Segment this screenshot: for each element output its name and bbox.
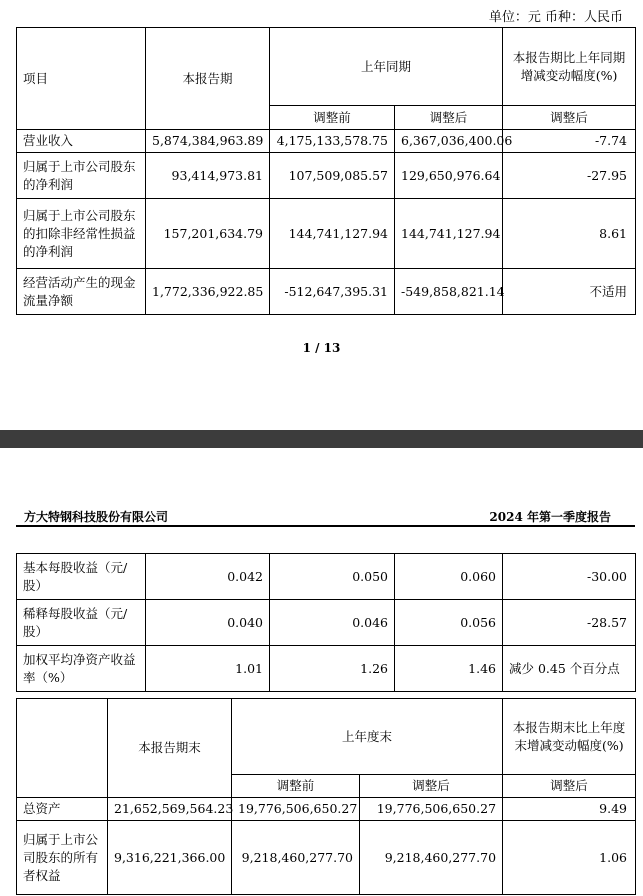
cell-after: 19,776,506,650.27 (360, 798, 503, 821)
cell-after: 129,650,976.64 (395, 153, 503, 199)
cell-current: 0.042 (146, 554, 270, 600)
cell-change: 8.61 (503, 199, 636, 269)
table-header-row (17, 699, 636, 775)
cell-change: 9.49 (503, 798, 636, 821)
financial-table-3 (16, 698, 636, 895)
cell-after: -549,858,821.14 (395, 269, 503, 315)
row-label: 总资产 (17, 798, 108, 821)
cell-before: 4,175,133,578.75 (270, 130, 395, 153)
cell-before: 0.046 (270, 600, 395, 646)
table-row (17, 130, 636, 153)
cell-change: -7.74 (503, 130, 636, 153)
header-change-pct: 本报告期比上年同期增减变动幅度(%) (503, 28, 636, 106)
cell-after: 0.060 (395, 554, 503, 600)
document-page-1 (0, 0, 643, 430)
cell-before: 9,218,460,277.70 (232, 821, 360, 895)
cell-change: -27.95 (503, 153, 636, 199)
table-row (17, 821, 636, 895)
table-header-row (17, 28, 636, 106)
cell-change: -30.00 (503, 554, 636, 600)
header-blank (17, 699, 108, 798)
cell-current: 0.040 (146, 600, 270, 646)
report-title: 2024 年第一季度报告 (489, 510, 611, 524)
row-label: 归属于上市公司股东的扣除非经常性损益的净利润 (17, 199, 146, 269)
cell-current: 1,772,336,922.85 (146, 269, 270, 315)
cell-after: 6,367,036,400.06 (395, 130, 503, 153)
header-prior-year-end: 上年度末 (232, 699, 503, 775)
cell-before: -512,647,395.31 (270, 269, 395, 315)
page-gap-bar (0, 430, 643, 448)
row-label: 加权平均净资产收益率（%） (17, 646, 146, 692)
cell-change: 不适用 (503, 269, 636, 315)
cell-change: 1.06 (503, 821, 636, 895)
row-label: 基本每股收益（元/股） (17, 554, 146, 600)
table-row (17, 554, 636, 600)
header-after-adjust: 调整后 (395, 106, 503, 130)
table-row (17, 600, 636, 646)
company-name: 方大特钢科技股份有限公司 (24, 510, 169, 524)
cell-current: 157,201,634.79 (146, 199, 270, 269)
table-row (17, 269, 636, 315)
row-label: 营业收入 (17, 130, 146, 153)
unit-currency-line: 单位：元 币种：人民币 (488, 10, 623, 25)
row-label: 经营活动产生的现金流量净额 (17, 269, 146, 315)
cell-before: 1.26 (270, 646, 395, 692)
table-row (17, 646, 636, 692)
cell-current: 9,316,221,366.00 (108, 821, 232, 895)
table-row (17, 798, 636, 821)
header-prior-period: 上年同期 (270, 28, 503, 106)
header-before-adjust: 调整前 (270, 106, 395, 130)
cell-before: 107,509,085.57 (270, 153, 395, 199)
cell-current: 21,652,569,564.23 (108, 798, 232, 821)
cell-before: 0.050 (270, 554, 395, 600)
header-item: 项目 (17, 28, 146, 130)
page-number: 1 / 13 (302, 341, 341, 355)
financial-table-2 (16, 553, 636, 692)
header-current-period: 本报告期 (146, 28, 270, 130)
cell-before: 144,741,127.94 (270, 199, 395, 269)
cell-after: 0.056 (395, 600, 503, 646)
cell-after: 1.46 (395, 646, 503, 692)
header-rule (16, 525, 635, 529)
cell-change: 减少 0.45 个百分点 (503, 646, 636, 692)
cell-before: 19,776,506,650.27 (232, 798, 360, 821)
cell-change: -28.57 (503, 600, 636, 646)
financial-table-1 (16, 27, 636, 315)
row-label: 归属于上市公司股东的所有者权益 (17, 821, 108, 895)
cell-current: 1.01 (146, 646, 270, 692)
cell-current: 93,414,973.81 (146, 153, 270, 199)
header-current-period-end: 本报告期末 (108, 699, 232, 798)
cell-after: 9,218,460,277.70 (360, 821, 503, 895)
cell-after: 144,741,127.94 (395, 199, 503, 269)
header-after-adjust: 调整后 (360, 775, 503, 798)
header-change-after-adjust: 调整后 (503, 106, 636, 130)
header-change-pct: 本报告期末比上年度末增减变动幅度(%) (503, 699, 636, 775)
table-row (17, 199, 636, 269)
row-label: 归属于上市公司股东的净利润 (17, 153, 146, 199)
cell-current: 5,874,384,963.89 (146, 130, 270, 153)
header-change-after-adjust: 调整后 (503, 775, 636, 798)
header-before-adjust: 调整前 (232, 775, 360, 798)
table-row (17, 153, 636, 199)
row-label: 稀释每股收益（元/股） (17, 600, 146, 646)
